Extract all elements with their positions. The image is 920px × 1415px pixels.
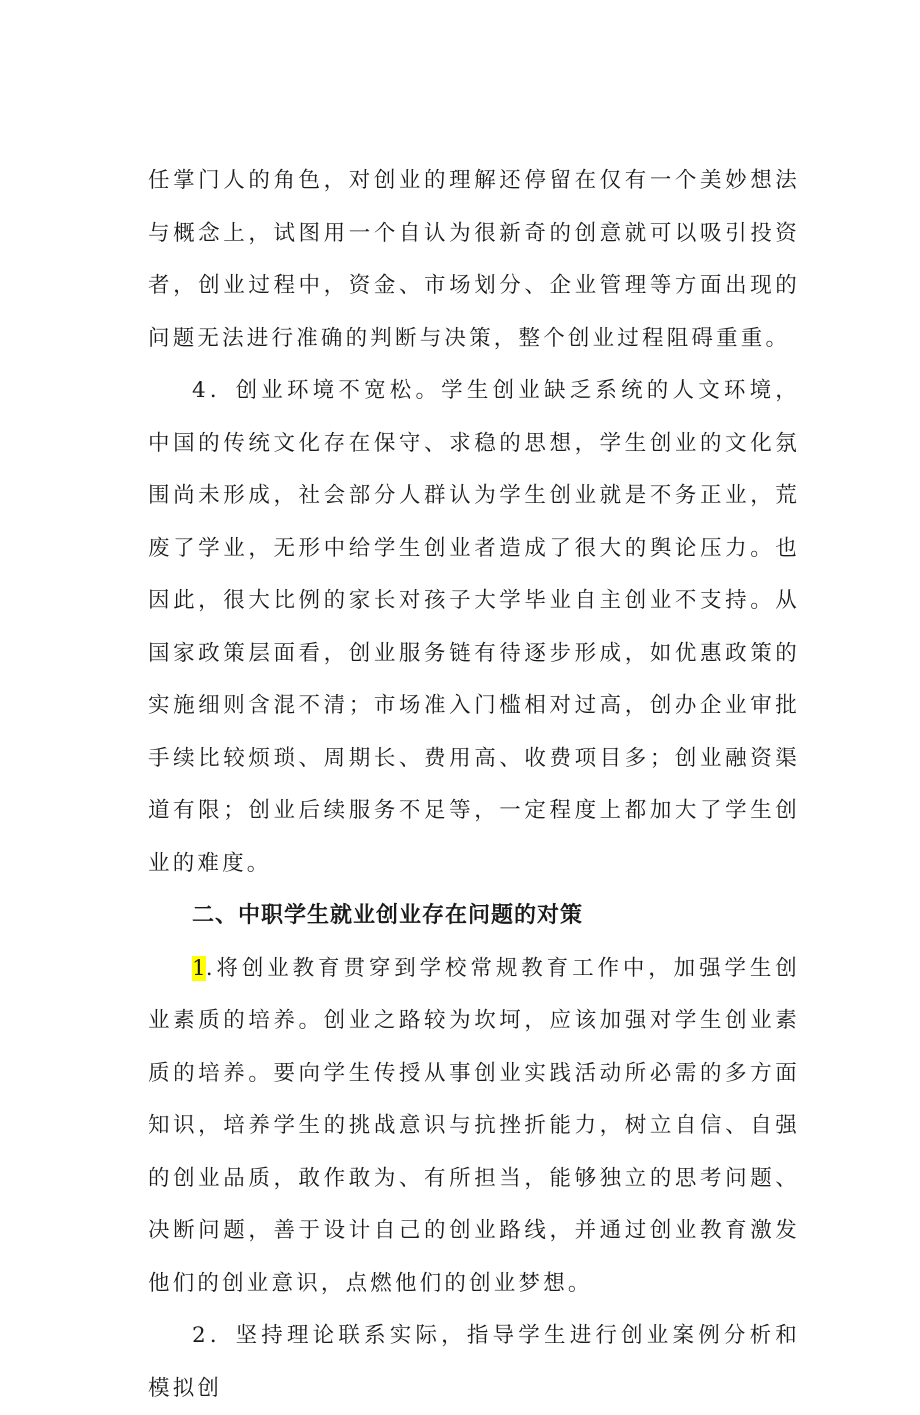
paragraph-point-4: 4．创业环境不宽松。学生创业缺乏系统的人文环境，中国的传统文化存在保守、求稳的思想，学生创业的文化氛围尚未形成，社会部分人群认为学生创业就是不务正业，荒废了学业，无形中给学生创业者造成了很大的舆论压力。也因此，很大比例的家长对孩子大学毕业自主创业不支持。从国家政策层面看，创业服务链有待逐步形成，如优惠政策的实施细则含混不清；市场准入门槛相对过高，创办企业审批手续比较烦琐、周期长、费用高、收费项目多；创业融资渠道有限；创业后续服务不足等，一定程度上都加大了学生创业的难度。 bbox=[148, 378, 800, 876]
highlighted-number: 1 bbox=[192, 955, 206, 981]
paragraph-continued: 任掌门人的角色，对创业的理解还停留在仅有一个美妙想法与概念上，试图用一个自认为很新奇的创意就可以吸引投资者，创业过程中，资金、市场划分、企业管理等方面出现的问题无法进行准确的判断与决策，整个创业过程阻碍重重。 bbox=[148, 168, 800, 351]
section-heading: 二、中职学生就业创业存在问题的对策 bbox=[192, 903, 584, 928]
document-page bbox=[148, 155, 800, 1415]
paragraph-strategy-1-text: .将创业教育贯穿到学校常规教育工作中，加强学生创业素质的培养。创业之路较为坎坷，应该加强对学生创业素质的培养。要向学生传授从事创业实践活动所必需的多方面知识，培养学生的挑战意识与抗挫折能力，树立自信、自强的创业品质，敢作敢为、有所担当，能够独立的思考问题、决断问题，善于设计自己的创业路线，并通过创业教育激发他们的创业意识，点燃他们的创业梦想。 bbox=[148, 955, 800, 1296]
paragraph-strategy-2: 2．坚持理论联系实际，指导学生进行创业案例分析和模拟创 bbox=[148, 1323, 800, 1401]
paragraph-strategy-1 bbox=[148, 943, 800, 1311]
